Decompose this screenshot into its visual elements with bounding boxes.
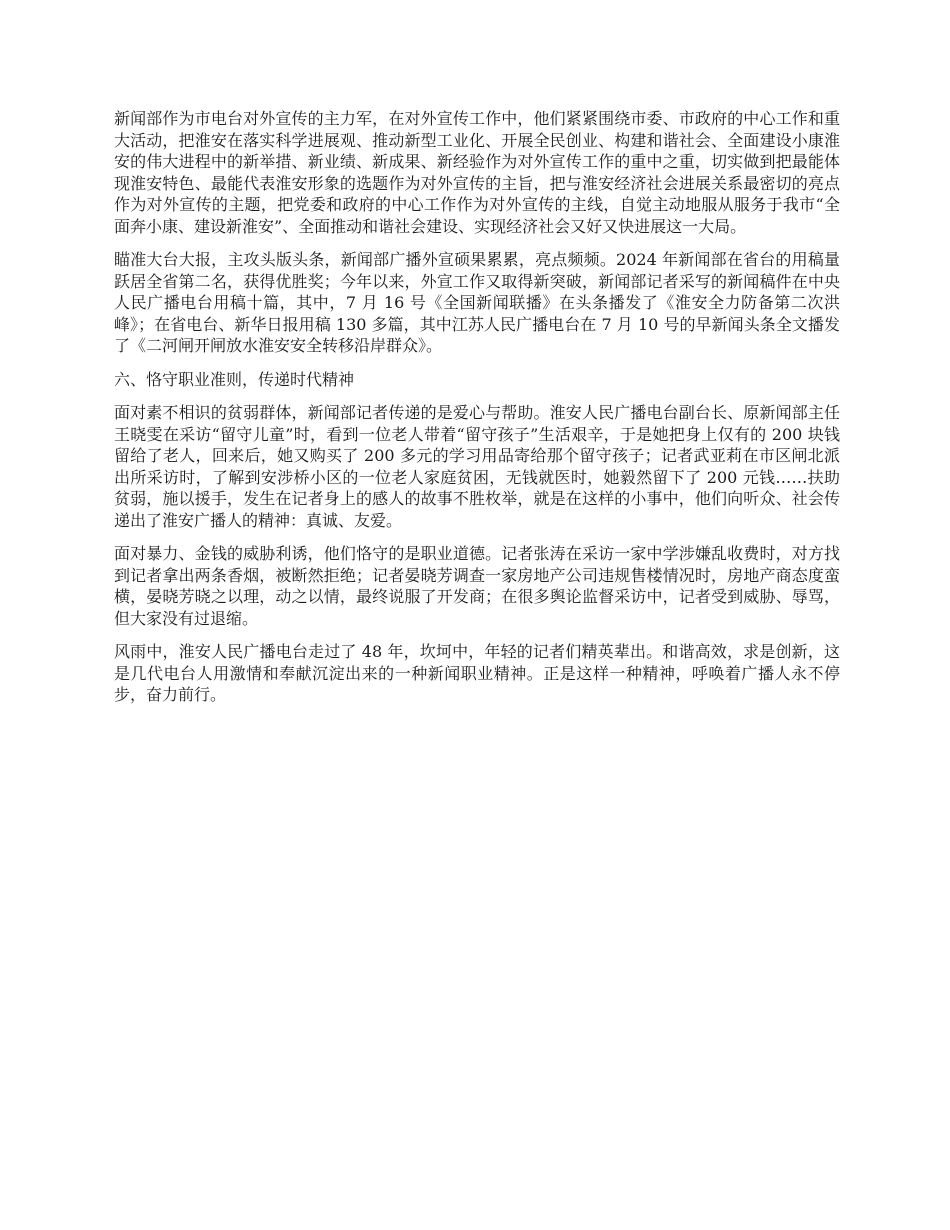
paragraph-care-and-help: 面对素不相识的贫弱群体，新闻部记者传递的是爱心与帮助。淮安人民广播电台副台长、原新闻部主任王晓雯在采访“留守儿童”时，看到一位老人带着“留守孩子”生活艰辛，于是她把身上仅有的 200 块钱留给了老人，回来后，她又购买了 200 多元的学习用品寄给那个留守孩子；记者武亚莉在市区闸北派出所采访时，了解到安涉桥小区的一位老人家庭贫困，无钱就医时，她毅然留下了 200 元钱……扶助贫弱，施以援手，发生在记者身上的感人的故事不胜枚举，就是在这样的小事中，他们向听众、社会传递出了淮安广播人的精神：真诚、友爱。 [114, 403, 840, 530]
paragraph-professional-ethics: 面对暴力、金钱的威胁利诱，他们恪守的是职业道德。记者张涛在采访一家中学涉嫌乱收费时，对方找到记者拿出两条香烟，被断然拒绝；记者晏晓芳调查一家房地产公司违规售楼情况时，房地产商态度蛮横，晏晓芳晓之以理，动之以情，最终说服了开发商；在很多舆论监督采访中，记者受到威胁、辱骂，但大家没有过退缩。 [114, 544, 840, 628]
document-body [114, 108, 840, 718]
paragraph-overseas-publicity: 新闻部作为市电台对外宣传的主力军，在对外宣传工作中，他们紧紧围绕市委、市政府的中心工作和重大活动，把淮安在落实科学进展观、推动新型工业化、开展全民创业、构建和谐社会、全面建设小康淮安的伟大进程中的新举措、新业绩、新成果、新经验作为对外宣传工作的重中之重，切实做到把最能体现淮安特色、最能代表淮安形象的选题作为对外宣传的主旨，把与淮安经济社会进展关系最密切的亮点作为对外宣传的主题，把党委和政府的中心工作作为对外宣传的主线，自觉主动地服从服务于我市“全面奔小康、建设新淮安”、全面推动和谐社会建设、实现经济社会又好又快进展这一大局。 [114, 109, 840, 236]
paragraph-conclusion: 风雨中，淮安人民广播电台走过了 48 年，坎坷中，年轻的记者们精英辈出。和谐高效，求是创新，这是几代电台人用激情和奉献沉淀出来的一种新闻职业精神。正是这样一种精神，呼唤着广播人永不停步，奋力前行。 [114, 642, 840, 704]
section-heading: 六、恪守职业准则，传递时代精神 [114, 369, 355, 389]
paragraph-achievements: 瞄准大台大报，主攻头版头条，新闻部广播外宣硕果累累，亮点频频。2024 年新闻部在省台的用稿量跃居全省第二名，获得优胜奖；今年以来，外宣工作又取得新突破，新闻部记者采写的新闻稿件在中央人民广播电台用稿十篇，其中，7 月 16 号《全国新闻联播》在头条播发了《淮安全力防备第二次洪峰》；在省电台、新华日报用稿 130 多篇，其中江苏人民广播电台在 7 月 10 号的早新闻头条全文播发了《二河闸开闸放水淮安安全转移沿岸群众》。 [114, 250, 840, 355]
